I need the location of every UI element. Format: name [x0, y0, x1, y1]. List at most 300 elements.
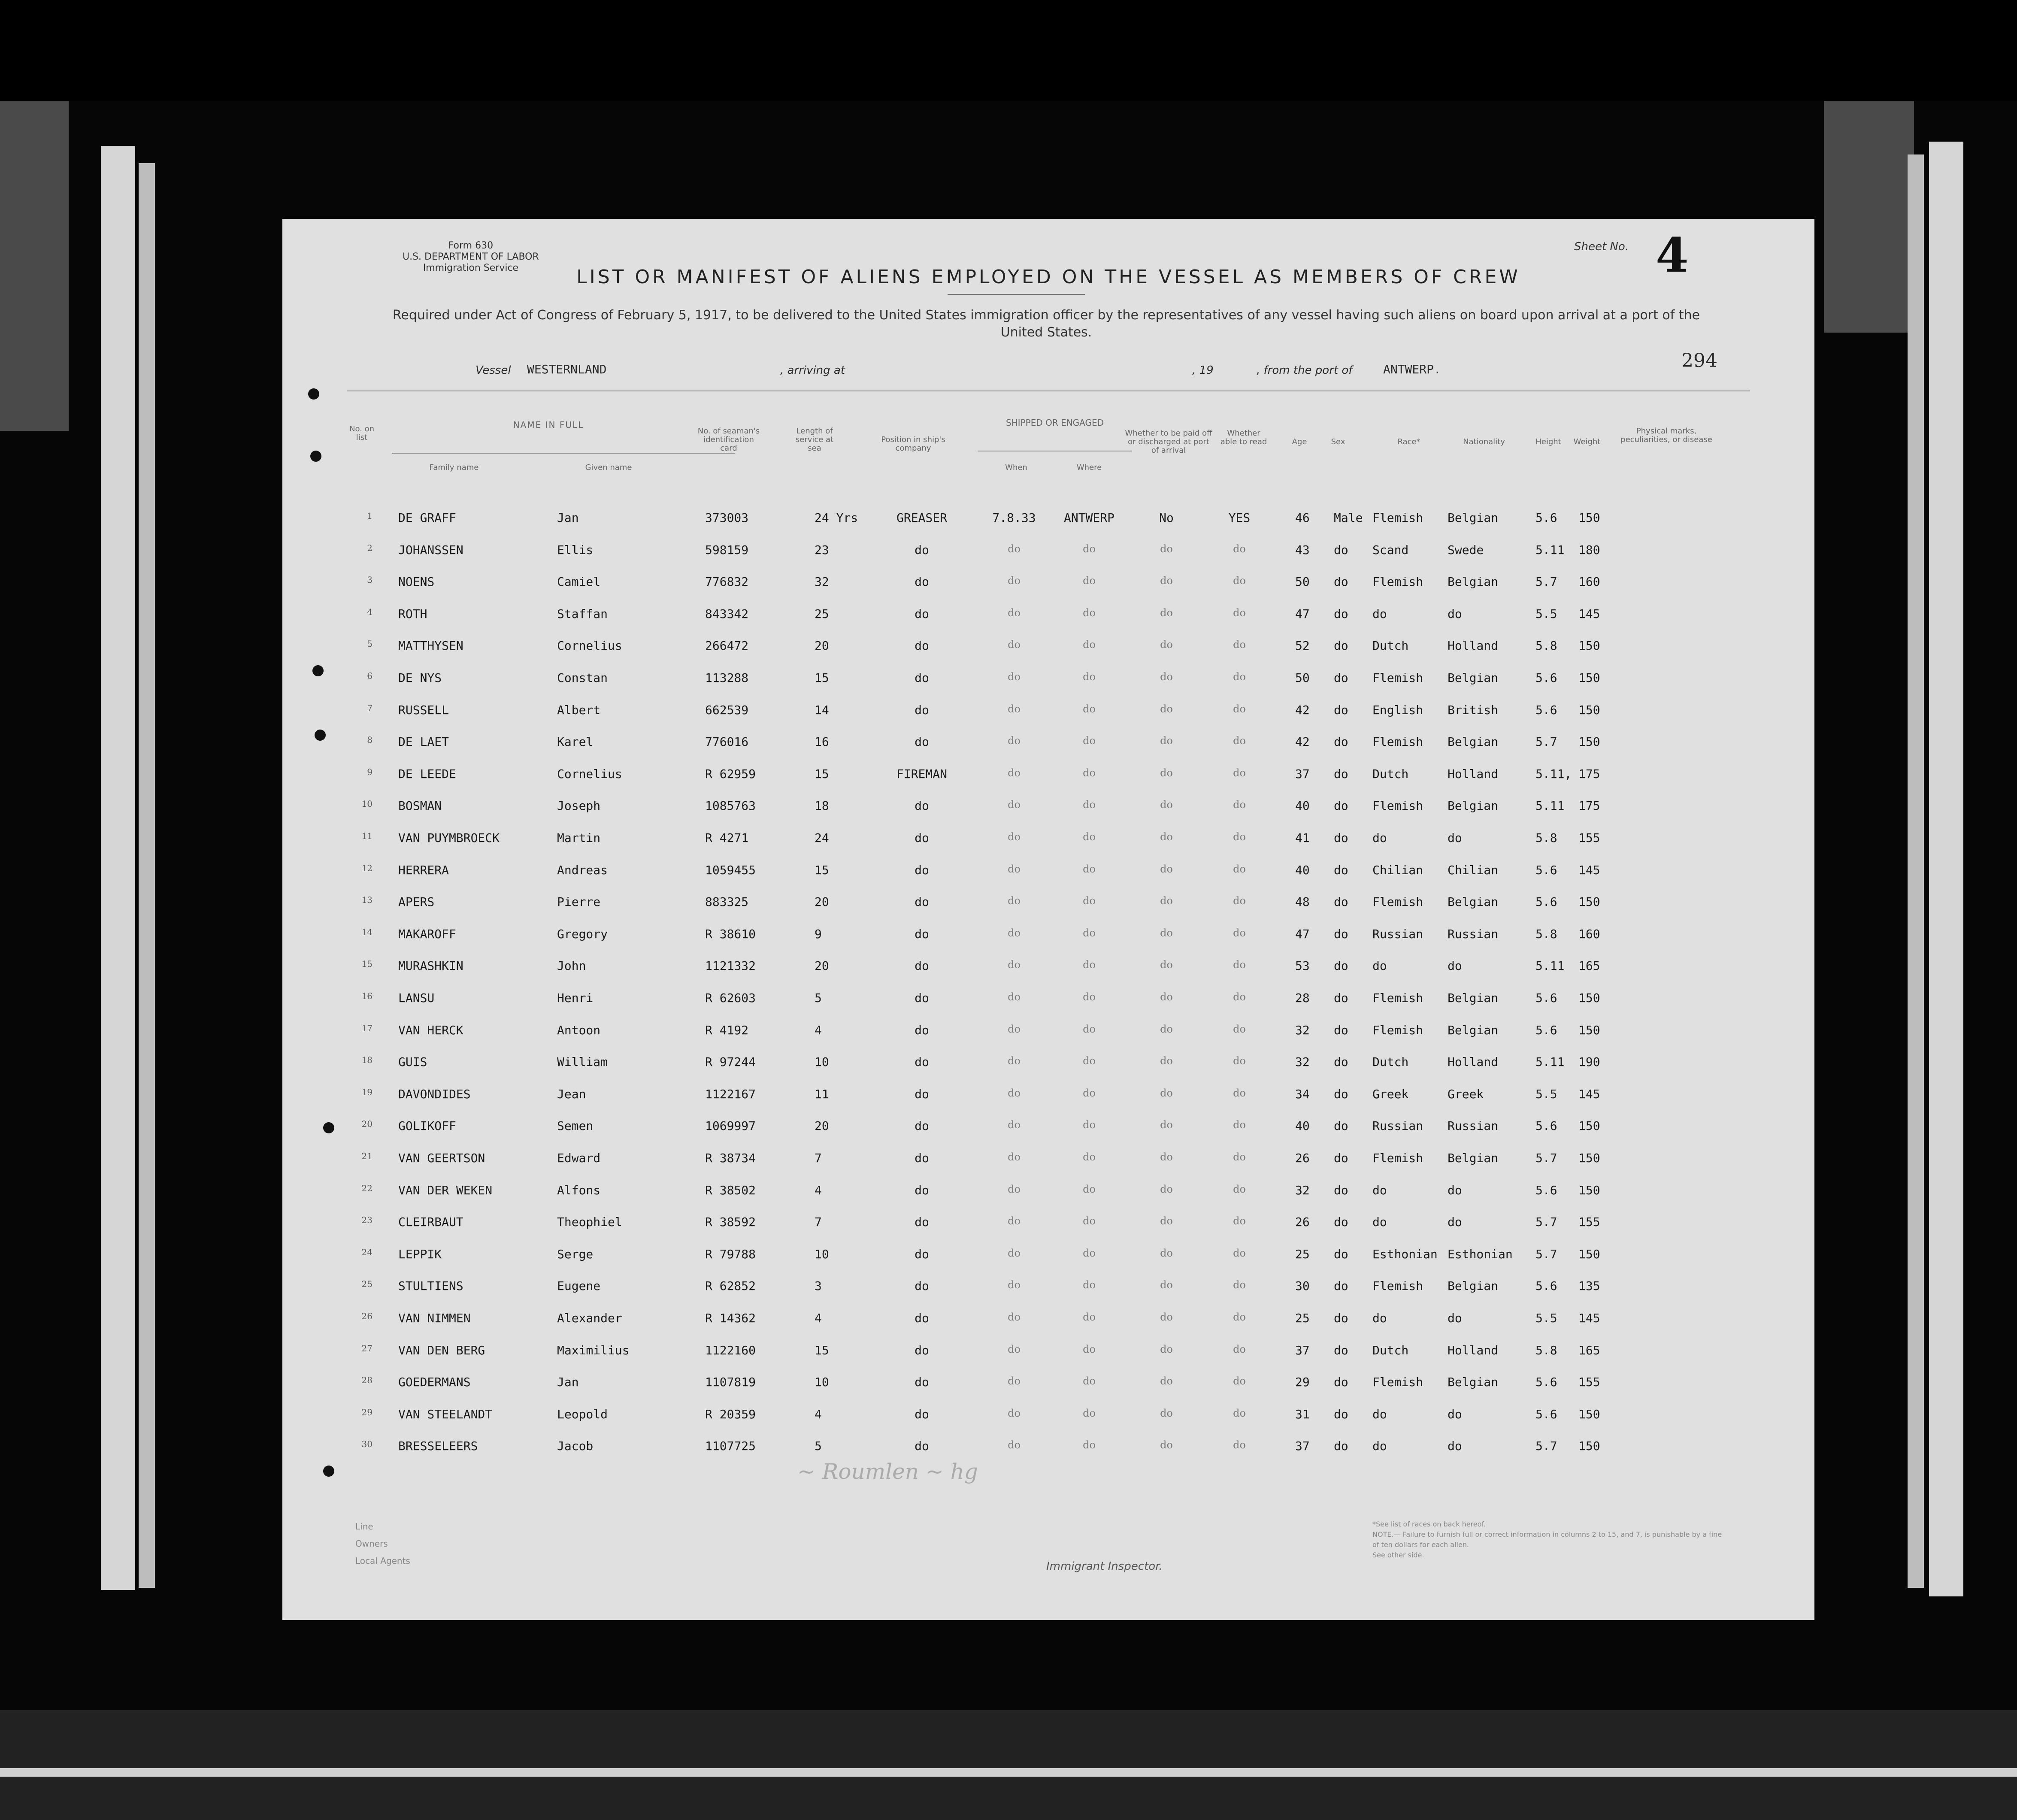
cell-family: GOEDERMANS	[398, 1375, 471, 1390]
cell-where: do	[1083, 863, 1096, 875]
cell-no: 22	[361, 1183, 373, 1193]
page-edge-left-inner	[139, 163, 155, 1588]
table-row	[282, 831, 1814, 857]
cell-age: 34	[1295, 1087, 1310, 1101]
cell-given: Antoon	[557, 1023, 601, 1037]
cell-ht: 5.7	[1535, 735, 1557, 749]
cell-read: do	[1233, 1247, 1246, 1259]
cell-len: 10	[815, 1055, 829, 1069]
table-row	[282, 863, 1814, 889]
footer-note-races: *See list of races on back hereof.	[1372, 1520, 1486, 1528]
cell-len: 3	[815, 1279, 822, 1293]
cell-race: Dutch	[1372, 639, 1409, 653]
cell-pos: do	[915, 991, 929, 1005]
cell-nat: do	[1448, 1311, 1462, 1325]
cell-sex: do	[1334, 1119, 1348, 1133]
cell-nat: do	[1448, 1183, 1462, 1197]
cell-nat: Chilian	[1448, 863, 1499, 877]
cell-when: do	[1008, 1119, 1021, 1131]
cell-race: Flemish	[1372, 1151, 1423, 1165]
cell-id: 373003	[705, 511, 749, 525]
cell-id: 598159	[705, 542, 749, 557]
cell-pos: do	[915, 1023, 929, 1037]
cell-pos: do	[915, 831, 929, 845]
cell-paid: do	[1160, 1151, 1173, 1163]
table-row	[282, 607, 1814, 633]
cell-no: 30	[361, 1439, 373, 1450]
cell-paid: do	[1160, 1215, 1173, 1227]
sheet-number: 4	[1656, 227, 1689, 283]
cell-family: MATTHYSEN	[398, 639, 463, 653]
film-stain-left	[0, 101, 69, 431]
cell-no: 15	[361, 959, 373, 969]
cell-ht: 5.6	[1535, 991, 1557, 1005]
cell-age: 37	[1295, 1343, 1310, 1357]
cell-when: do	[1008, 735, 1021, 747]
cell-when: do	[1008, 895, 1021, 907]
cell-read: YES	[1228, 511, 1251, 525]
cell-where: ANTWERP	[1063, 511, 1114, 525]
cell-paid: do	[1160, 1247, 1173, 1259]
cell-sex: do	[1334, 1023, 1348, 1037]
cell-id: 662539	[705, 703, 749, 717]
cell-race: Flemish	[1372, 575, 1423, 589]
cell-family: MAKAROFF	[398, 927, 456, 941]
cell-family: BRESSELEERS	[398, 1439, 478, 1454]
table-row	[282, 543, 1814, 569]
cell-wt: 180	[1578, 542, 1600, 557]
cell-nat: Belgian	[1448, 735, 1499, 749]
cell-sex: do	[1334, 703, 1348, 717]
cell-id: R 38734	[705, 1151, 756, 1165]
col-header-height: Height	[1535, 437, 1561, 446]
cell-wt: 155	[1578, 1375, 1600, 1390]
cell-when: do	[1008, 959, 1021, 971]
cell-no: 11	[361, 831, 373, 841]
col-header-when: When	[1005, 463, 1027, 472]
cell-paid: do	[1160, 1311, 1173, 1323]
cell-sex: do	[1334, 766, 1348, 781]
cell-paid: do	[1160, 1087, 1173, 1099]
cell-wt: 165	[1578, 959, 1600, 973]
cell-wt: 135	[1578, 1279, 1600, 1293]
col-header-position: Position in ship's company	[881, 435, 945, 453]
cell-no: 18	[361, 1055, 373, 1066]
cell-nat: do	[1448, 1439, 1462, 1454]
cell-where: do	[1083, 1343, 1096, 1355]
cell-pos: do	[915, 1151, 929, 1165]
cell-where: do	[1083, 991, 1096, 1003]
cell-nat: Belgian	[1448, 895, 1499, 909]
form-number: Form 630	[448, 240, 494, 251]
table-row	[282, 895, 1814, 921]
cell-no: 7	[367, 703, 373, 713]
cell-pos: do	[915, 1247, 929, 1261]
cell-id: 1085763	[705, 799, 756, 813]
table-row	[282, 799, 1814, 824]
cell-no: 4	[367, 606, 373, 617]
page-edge-right-inner	[1908, 154, 1924, 1588]
cell-id: 1069997	[705, 1119, 756, 1133]
cell-wt: 145	[1578, 863, 1600, 877]
col-header-given: Given name	[585, 463, 632, 472]
cell-paid: do	[1160, 703, 1173, 715]
cell-pos: do	[915, 927, 929, 941]
cell-sex: do	[1334, 1439, 1348, 1454]
cell-race: Greek	[1372, 1087, 1409, 1101]
cell-len: 7	[815, 1151, 822, 1165]
cell-family: STULTIENS	[398, 1279, 463, 1293]
cell-nat: Belgian	[1448, 799, 1499, 813]
cell-ht: 5.6	[1535, 1023, 1557, 1037]
cell-no: 27	[361, 1343, 373, 1354]
cell-read: do	[1233, 799, 1246, 811]
cell-read: do	[1233, 1215, 1246, 1227]
cell-id: R 4192	[705, 1023, 749, 1037]
col-header-paid-off: Whether to be paid off or discharged at port of arrival	[1125, 429, 1212, 455]
cell-sex: do	[1334, 1343, 1348, 1357]
cell-age: 28	[1295, 991, 1310, 1005]
col-header-race: Race*	[1397, 437, 1420, 446]
cell-no: 14	[361, 927, 373, 937]
cell-ht: 5.11	[1535, 959, 1565, 973]
cell-sex: do	[1334, 1183, 1348, 1197]
cell-len: 5	[815, 991, 822, 1005]
cell-where: do	[1083, 1311, 1096, 1323]
cell-given: Albert	[557, 703, 601, 717]
cell-where: do	[1083, 831, 1096, 843]
cell-no: 2	[367, 542, 373, 553]
footer-agents-label: Local Agents	[355, 1556, 410, 1566]
cell-pos: do	[915, 1343, 929, 1357]
cell-nat: Belgian	[1448, 1279, 1499, 1293]
cell-where: do	[1083, 575, 1096, 587]
from-port-label: , from the port of	[1257, 364, 1353, 377]
cell-when: do	[1008, 1055, 1021, 1067]
cell-read: do	[1233, 959, 1246, 971]
page-edge-left	[101, 146, 135, 1590]
cell-family: GOLIKOFF	[398, 1119, 456, 1133]
film-border-bottom	[0, 1710, 2017, 1820]
cell-paid: do	[1160, 1023, 1173, 1035]
cell-where: do	[1083, 671, 1096, 683]
cell-len: 4	[815, 1023, 822, 1037]
cell-no: 5	[367, 639, 373, 649]
cell-len: 15	[815, 766, 829, 781]
cell-len: 14	[815, 703, 829, 717]
cell-race: Flemish	[1372, 1023, 1423, 1037]
cell-race: do	[1372, 606, 1387, 621]
cell-nat: do	[1448, 831, 1462, 845]
cell-when: do	[1008, 1343, 1021, 1355]
cell-read: do	[1233, 1183, 1246, 1195]
page-title: LIST OR MANIFEST OF ALIENS EMPLOYED ON THE VESSEL AS MEMBERS OF CREW	[576, 266, 1520, 288]
cell-sex: do	[1334, 991, 1348, 1005]
cell-where: do	[1083, 959, 1096, 971]
punch-hole	[310, 451, 321, 462]
cell-no: 28	[361, 1375, 373, 1386]
cell-len: 4	[815, 1311, 822, 1325]
cell-nat: Holland	[1448, 1343, 1499, 1357]
cell-read: do	[1233, 1055, 1246, 1067]
cell-given: Maximilius	[557, 1343, 630, 1357]
cell-pos: do	[915, 1215, 929, 1229]
cell-id: R 79788	[705, 1247, 756, 1261]
cell-where: do	[1083, 735, 1096, 747]
cell-paid: do	[1160, 1183, 1173, 1195]
cell-len: 25	[815, 606, 829, 621]
cell-given: Edward	[557, 1151, 601, 1165]
cell-nat: do	[1448, 606, 1462, 621]
cell-ht: 5.6	[1535, 511, 1557, 525]
cell-wt: 150	[1578, 671, 1600, 685]
cell-race: Flemish	[1372, 671, 1423, 685]
cell-when: do	[1008, 831, 1021, 843]
cell-sex: do	[1334, 639, 1348, 653]
cell-pos: do	[915, 1279, 929, 1293]
cell-nat: Belgian	[1448, 671, 1499, 685]
cell-id: R 38502	[705, 1183, 756, 1197]
col-header-family: Family name	[429, 463, 479, 472]
cell-when: do	[1008, 575, 1021, 587]
cell-read: do	[1233, 1279, 1246, 1291]
cell-id: R 62852	[705, 1279, 756, 1293]
table-row	[282, 1311, 1814, 1337]
cell-paid: do	[1160, 606, 1173, 619]
handwritten-signature: ~ Roumlen ~ hg	[797, 1459, 978, 1484]
cell-family: NOENS	[398, 575, 435, 589]
cell-len: 5	[815, 1439, 822, 1454]
cell-wt: 150	[1578, 511, 1600, 525]
punch-hole	[308, 388, 319, 400]
cell-wt: 190	[1578, 1055, 1600, 1069]
cell-len: 4	[815, 1183, 822, 1197]
cell-len: 20	[815, 895, 829, 909]
cell-len: 15	[815, 1343, 829, 1357]
cell-nat: Belgian	[1448, 511, 1499, 525]
cell-len: 11	[815, 1087, 829, 1101]
cell-where: do	[1083, 703, 1096, 715]
cell-where: do	[1083, 799, 1096, 811]
cell-pos: do	[915, 1407, 929, 1421]
cell-family: RUSSELL	[398, 703, 449, 717]
cell-race: Flemish	[1372, 735, 1423, 749]
col-header-weight: Weight	[1573, 437, 1601, 446]
cell-when: do	[1008, 863, 1021, 875]
cell-ht: 5.11	[1535, 1055, 1565, 1069]
year-label: , 19	[1192, 364, 1214, 377]
cell-wt: 160	[1578, 927, 1600, 941]
cell-wt: 175	[1578, 799, 1600, 813]
cell-id: 1107819	[705, 1375, 756, 1390]
cell-ht: 5.8	[1535, 831, 1557, 845]
cell-given: Andreas	[557, 863, 608, 877]
cell-pos: do	[915, 703, 929, 717]
cell-race: Dutch	[1372, 1343, 1409, 1357]
cell-family: LANSU	[398, 991, 435, 1005]
cell-when: do	[1008, 1023, 1021, 1035]
cell-read: do	[1233, 1311, 1246, 1323]
cell-no: 17	[361, 1023, 373, 1033]
cell-age: 43	[1295, 542, 1310, 557]
cell-paid: do	[1160, 1055, 1173, 1067]
cell-wt: 150	[1578, 1119, 1600, 1133]
cell-when: do	[1008, 1247, 1021, 1259]
cell-len: 23	[815, 542, 829, 557]
cell-read: do	[1233, 1087, 1246, 1099]
cell-sex: do	[1334, 895, 1348, 909]
service-name: Immigration Service	[423, 263, 519, 273]
cell-read: do	[1233, 895, 1246, 907]
table-row	[282, 927, 1814, 953]
cell-sex: do	[1334, 863, 1348, 877]
immigrant-inspector-label: Immigrant Inspector.	[1046, 1560, 1163, 1573]
cell-family: VAN DEN BERG	[398, 1343, 485, 1357]
cell-read: do	[1233, 1407, 1246, 1419]
cell-no: 8	[367, 735, 373, 745]
cell-paid: do	[1160, 639, 1173, 651]
cell-family: DE GRAFF	[398, 511, 456, 525]
cell-race: Russian	[1372, 1119, 1423, 1133]
cell-given: Constan	[557, 671, 608, 685]
cell-family: VAN GEERTSON	[398, 1151, 485, 1165]
cell-pos: GREASER	[896, 511, 947, 525]
table-row	[282, 1279, 1814, 1305]
cell-sex: do	[1334, 735, 1348, 749]
col-header-length: Length of service at sea	[795, 427, 834, 453]
cell-nat: Esthonian	[1448, 1247, 1513, 1261]
cell-paid: do	[1160, 766, 1173, 779]
cell-paid: do	[1160, 1439, 1173, 1451]
footer-line-label: Line	[355, 1521, 373, 1532]
cell-race: do	[1372, 1311, 1387, 1325]
cell-no: 9	[367, 766, 373, 777]
table-row	[282, 1247, 1814, 1273]
cell-paid: do	[1160, 542, 1173, 555]
from-port: ANTWERP.	[1383, 362, 1441, 376]
table-row	[282, 1055, 1814, 1081]
cell-family: VAN STEELANDT	[398, 1407, 493, 1421]
cell-when: do	[1008, 1215, 1021, 1227]
cell-len: 15	[815, 863, 829, 877]
cell-id: 776016	[705, 735, 749, 749]
cell-len: 15	[815, 671, 829, 685]
cell-given: Ellis	[557, 542, 594, 557]
cell-no: 1	[367, 511, 373, 521]
cell-nat: Belgian	[1448, 991, 1499, 1005]
cell-pos: do	[915, 735, 929, 749]
table-row	[282, 1087, 1814, 1113]
cell-sex: do	[1334, 1375, 1348, 1390]
cell-race: Flemish	[1372, 991, 1423, 1005]
cell-age: 40	[1295, 1119, 1310, 1133]
cell-race: Scand	[1372, 542, 1409, 557]
table-row	[282, 1119, 1814, 1145]
page-subtitle: Required under Act of Congress of February 5, 1917, to be delivered to the United States immigration officer by the representatives of any vessel having such aliens on board upon arrival at a port of the United States.	[392, 308, 1700, 340]
cell-sex: do	[1334, 1151, 1348, 1165]
cell-age: 47	[1295, 927, 1310, 941]
stamp-number: 294	[1681, 350, 1717, 372]
vessel-name: WESTERNLAND	[527, 362, 607, 376]
cell-given: Pierre	[557, 895, 601, 909]
cell-family: LEPPIK	[398, 1247, 442, 1261]
cell-len: 32	[815, 575, 829, 589]
cell-age: 32	[1295, 1023, 1310, 1037]
cell-age: 31	[1295, 1407, 1310, 1421]
table-row	[282, 1023, 1814, 1049]
cell-len: 16	[815, 735, 829, 749]
cell-race: Flemish	[1372, 511, 1423, 525]
cell-ht: 5.6	[1535, 1183, 1557, 1197]
cell-nat: Belgian	[1448, 1023, 1499, 1037]
cell-age: 42	[1295, 703, 1310, 717]
cell-family: DE LEEDE	[398, 766, 456, 781]
cell-len: 24	[815, 831, 829, 845]
cell-given: Karel	[557, 735, 594, 749]
cell-read: do	[1233, 735, 1246, 747]
cell-id: R 38592	[705, 1215, 756, 1229]
cell-paid: do	[1160, 831, 1173, 843]
cell-nat: Belgian	[1448, 1151, 1499, 1165]
cell-given: Jan	[557, 511, 579, 525]
punch-hole	[323, 1466, 334, 1477]
table-row	[282, 767, 1814, 793]
cell-when: do	[1008, 927, 1021, 939]
title-underline	[948, 294, 1085, 295]
cell-when: do	[1008, 799, 1021, 811]
cell-no: 20	[361, 1119, 373, 1130]
cell-ht: 5.11,	[1535, 766, 1572, 781]
cell-id: 113288	[705, 671, 749, 685]
cell-race: do	[1372, 831, 1387, 845]
cell-race: do	[1372, 959, 1387, 973]
cell-age: 25	[1295, 1311, 1310, 1325]
cell-sex: do	[1334, 1055, 1348, 1069]
col-header-age: Age	[1292, 437, 1307, 446]
cell-family: JOHANSSEN	[398, 542, 463, 557]
cell-id: 1122160	[705, 1343, 756, 1357]
cell-wt: 145	[1578, 1311, 1600, 1325]
table-row	[282, 575, 1814, 600]
cell-age: 47	[1295, 606, 1310, 621]
cell-when: do	[1008, 542, 1021, 555]
cell-pos: do	[915, 542, 929, 557]
col-header-shipped: SHIPPED OR ENGAGED	[1005, 418, 1104, 428]
cell-read: do	[1233, 542, 1246, 555]
cell-nat: Holland	[1448, 1055, 1499, 1069]
cell-race: Chilian	[1372, 863, 1423, 877]
cell-nat: British	[1448, 703, 1499, 717]
cell-pos: do	[915, 575, 929, 589]
table-row	[282, 1439, 1814, 1465]
cell-race: Russian	[1372, 927, 1423, 941]
cell-age: 30	[1295, 1279, 1310, 1293]
cell-sex: do	[1334, 671, 1348, 685]
cell-given: Jean	[557, 1087, 586, 1101]
cell-wt: 160	[1578, 575, 1600, 589]
table-row	[282, 703, 1814, 729]
cell-read: do	[1233, 1023, 1246, 1035]
cell-len: 10	[815, 1247, 829, 1261]
cell-pos: do	[915, 1183, 929, 1197]
cell-no: 29	[361, 1407, 373, 1417]
cell-read: do	[1233, 671, 1246, 683]
cell-len: 20	[815, 959, 829, 973]
manifest-sheet	[282, 219, 1814, 1620]
cell-len: 20	[815, 1119, 829, 1133]
cell-age: 50	[1295, 671, 1310, 685]
cell-age: 53	[1295, 959, 1310, 973]
